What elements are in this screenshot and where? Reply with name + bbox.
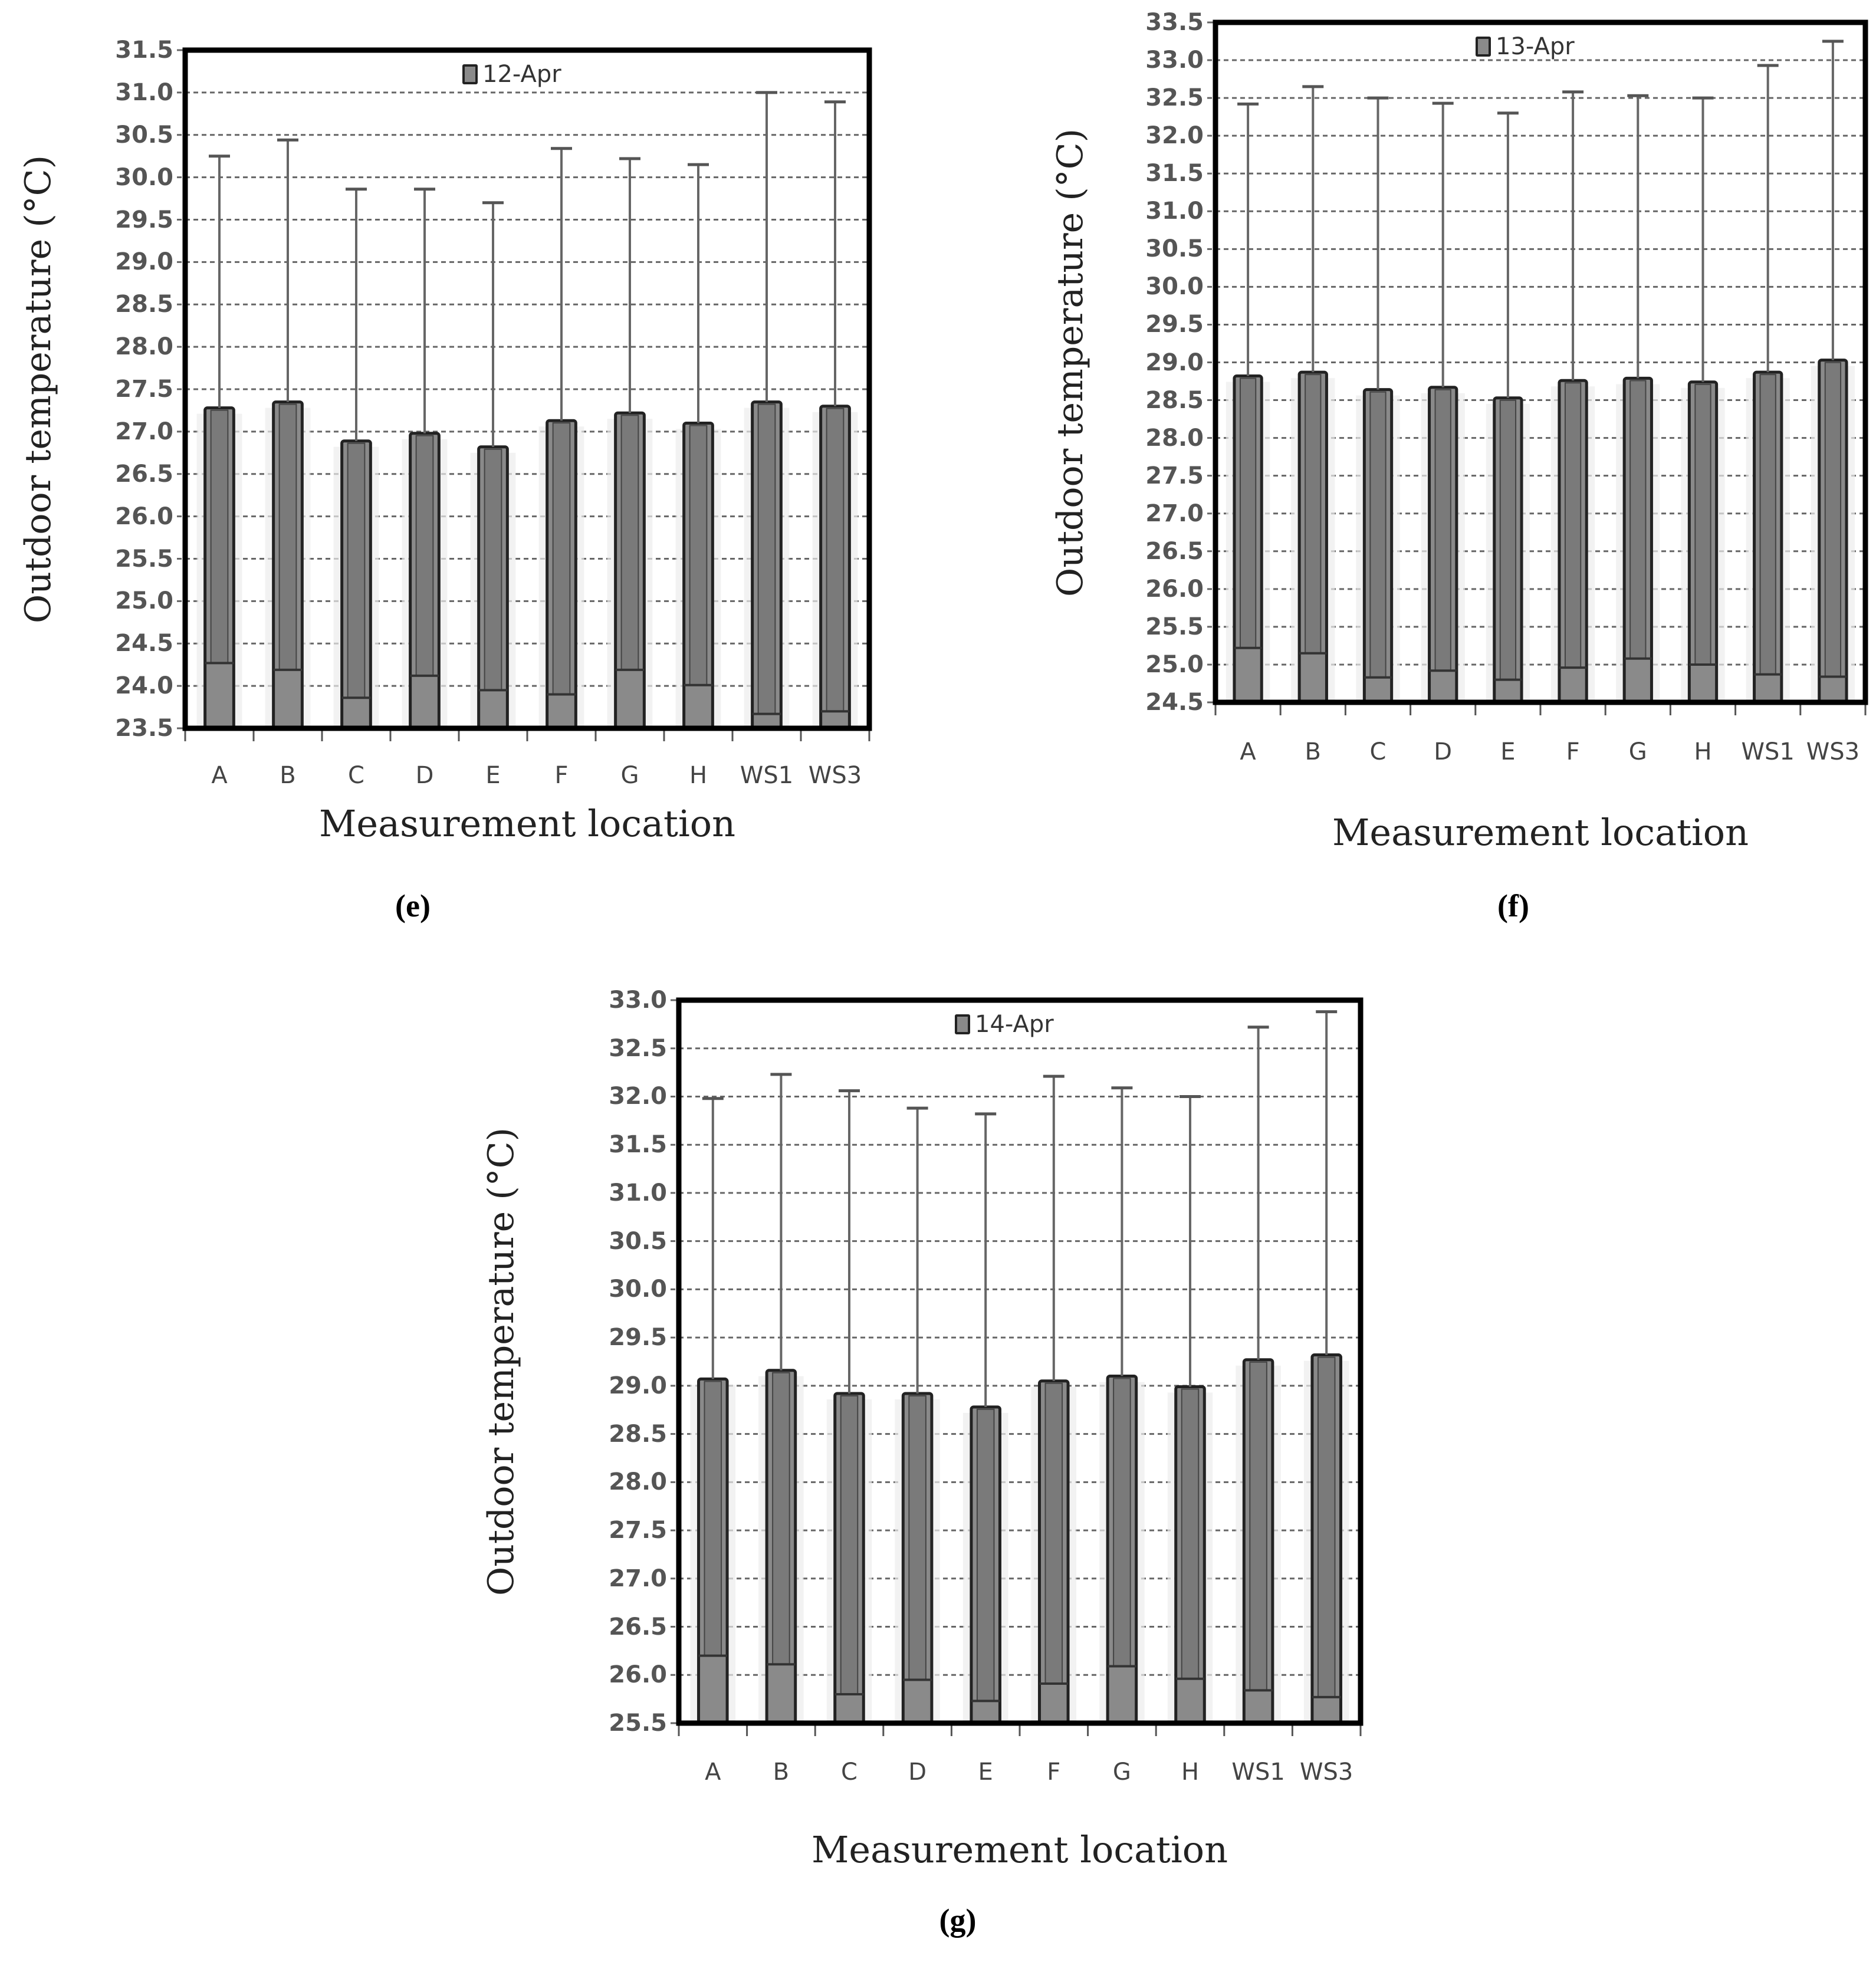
x-axis-label: F [554,762,569,789]
x-axis-label: D [1434,738,1453,765]
x-axis-label: B [1305,738,1321,765]
y-axis-tick-label: 25.5 [115,545,173,573]
y-axis-tick-label: 28.5 [609,1420,667,1448]
x-axis-label: G [620,762,639,789]
x-axis-label: D [415,762,434,789]
y-axis-tick-label: 28.0 [1145,424,1204,452]
y-axis-tick-label: 26.0 [115,502,173,530]
y-axis-tick-label: 26.0 [1145,575,1204,603]
x-axis-label: E [1500,738,1516,765]
y-axis-tick-label: 31.0 [609,1179,667,1207]
y-axis-tick-label: 32.0 [1145,122,1204,150]
y-axis-tick-label: 30.5 [115,121,173,149]
x-axis-label: D [908,1759,926,1786]
y-axis-tick-label: 32.5 [1145,84,1204,112]
y-axis-tick-label: 26.5 [115,460,173,488]
y-axis-tick-label: 29.5 [609,1324,667,1352]
x-axis-label: A [705,1759,721,1786]
y-axis-tick-label: 29.5 [115,206,173,234]
y-axis-tick-label: 26.0 [609,1661,667,1689]
y-axis-tick-label: 28.0 [609,1468,667,1496]
y-axis-tick-label: 33.0 [1145,47,1204,74]
y-axis-tick-label: 27.0 [115,418,173,445]
x-axis-label: F [1047,1759,1061,1786]
y-axis-tick-label: 25.0 [115,587,173,615]
x-axis-title: Measurement location [318,802,736,845]
x-axis-label: B [773,1759,790,1786]
y-axis-tick-label: 27.0 [609,1565,667,1592]
x-axis-label: A [1240,738,1256,765]
x-axis-label: G [1628,738,1647,765]
legend-label: 14-Apr [975,1011,1054,1038]
x-axis-label: WS3 [1806,738,1860,765]
y-axis-tick-label: 31.5 [1145,160,1204,188]
x-axis-label: H [1694,738,1712,765]
legend [955,1011,1054,1038]
x-axis-label: WS1 [1741,738,1795,765]
x-axis-label: G [1112,1759,1131,1786]
y-axis-tick-label: 28.0 [115,333,173,361]
y-axis-tick-label: 25.5 [1145,613,1204,640]
y-axis-tick-label: 31.0 [115,78,173,106]
x-axis-label: H [689,762,708,789]
y-axis-tick-label: 29.0 [115,248,173,276]
y-axis-tick-label: 24.0 [115,672,173,700]
y-axis-tick-label: 25.0 [1145,650,1204,678]
y-axis-tick-label: 26.5 [1145,537,1204,565]
y-axis-title: Outdoor temperature (°C) [1050,128,1091,597]
x-axis-title: Measurement location [811,1828,1228,1871]
panel-caption: (f) [1497,888,1529,923]
panel-caption: (g) [939,1902,977,1938]
x-axis-label: B [280,762,296,789]
y-axis-tick-label: 33.0 [609,987,667,1014]
y-axis-tick-label: 25.5 [609,1710,667,1737]
y-axis-tick-label: 32.5 [609,1034,667,1062]
y-axis-tick-label: 31.5 [609,1131,667,1159]
y-axis-tick-label: 31.0 [1145,198,1204,225]
x-axis-label: A [211,762,228,789]
y-axis-tick-label: 28.5 [115,291,173,318]
y-axis-tick-label: 24.5 [115,630,173,658]
y-axis-tick-label: 33.5 [1145,9,1204,36]
x-axis-label: H [1181,1759,1200,1786]
y-axis-tick-label: 27.5 [1145,462,1204,489]
y-axis-tick-label: 27.0 [1145,499,1204,527]
y-axis-title: Outdoor temperature (°C) [481,1128,522,1596]
panel-caption: (e) [395,888,431,923]
y-axis-tick-label: 30.0 [1145,273,1204,301]
x-axis-label: C [348,762,364,789]
legend-label: 12-Apr [482,61,561,88]
x-axis-label: F [1566,738,1580,765]
x-axis-label: E [485,762,501,789]
y-axis-tick-label: 30.5 [609,1227,667,1255]
x-axis-label: WS1 [740,762,794,789]
x-axis-label: C [841,1759,857,1786]
y-axis-tick-label: 28.5 [1145,386,1204,414]
y-axis-tick-label: 24.5 [1145,689,1204,716]
x-axis-label: WS1 [1231,1759,1285,1786]
x-axis-label: WS3 [808,762,862,789]
legend-swatch-icon [955,1014,970,1034]
x-axis-label: C [1369,738,1387,765]
x-axis-label: E [978,1759,993,1786]
y-axis-tick-label: 31.5 [115,37,173,64]
y-axis-tick-label: 29.0 [1145,349,1204,376]
y-axis-tick-label: 26.5 [609,1613,667,1641]
x-axis-title: Measurement location [1332,811,1749,854]
legend-label: 13-Apr [1496,33,1575,60]
y-axis-title: Outdoor temperature (°C) [18,155,59,623]
y-axis-tick-label: 30.0 [609,1276,667,1303]
y-axis-tick-label: 30.5 [1145,235,1204,263]
y-axis-tick-label: 27.5 [115,376,173,403]
y-axis-tick-label: 27.5 [609,1517,667,1544]
y-axis-tick-label: 23.5 [115,715,173,742]
y-axis-tick-label: 30.0 [115,163,173,191]
y-axis-tick-label: 32.0 [609,1083,667,1110]
y-axis-tick-label: 29.5 [1145,311,1204,338]
x-axis-label: WS3 [1299,1759,1353,1786]
y-axis-tick-label: 29.0 [609,1372,667,1399]
